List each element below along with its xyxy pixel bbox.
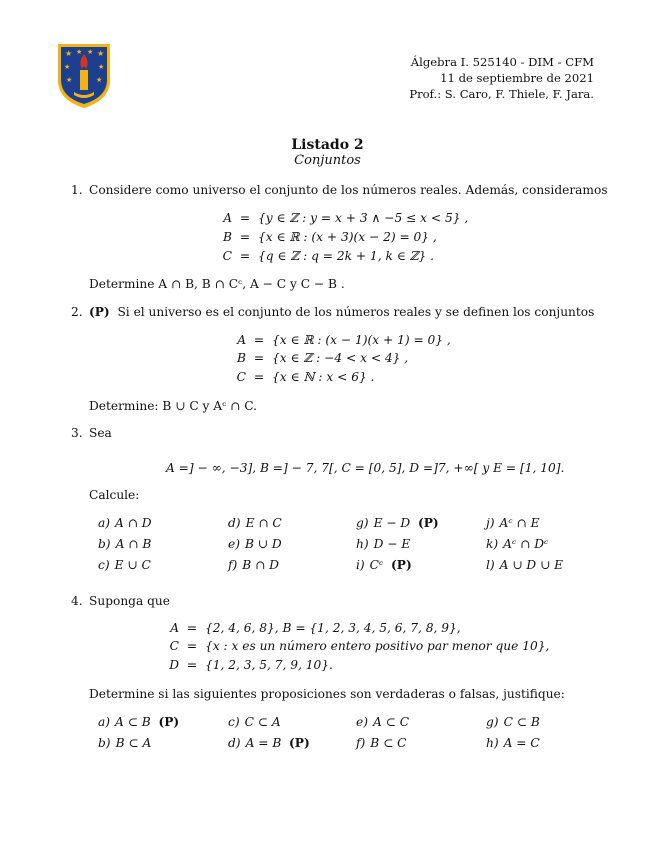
eq-rhs: {1, 2, 3, 5, 7, 9, 10}. bbox=[205, 658, 333, 672]
svg-text:★: ★ bbox=[97, 49, 105, 58]
list-item: d) E ∩ C bbox=[228, 516, 282, 530]
list-item: a) A ⊂ B (P) bbox=[98, 715, 180, 729]
course-name: Álgebra I. 525140 - DIM - CFM bbox=[410, 55, 594, 69]
p4-eq-c bbox=[165, 639, 549, 653]
list-item: e) B ∪ D bbox=[228, 537, 282, 551]
svg-text:★: ★ bbox=[98, 63, 105, 71]
p1-eq-c bbox=[218, 249, 434, 263]
list-item: h) A = C bbox=[486, 736, 540, 750]
eq-sign: = bbox=[186, 639, 198, 653]
eq-sign: = bbox=[239, 249, 251, 263]
eq-rhs: {x : x es un número entero positivo par menor que 10}, bbox=[205, 639, 550, 653]
page-subtitle: Conjuntos bbox=[294, 153, 361, 168]
p4-eq-a bbox=[165, 621, 461, 635]
p1-eq-b bbox=[218, 230, 437, 244]
list-item: e) A ⊂ C bbox=[356, 715, 410, 729]
eq-lhs: C bbox=[222, 249, 232, 263]
list-item: i) Cᶜ (P) bbox=[356, 558, 412, 572]
professors: Prof.: S. Caro, F. Thiele, F. Jara. bbox=[409, 87, 594, 101]
list-item: c) E ∪ C bbox=[98, 558, 151, 572]
eq-lhs: A bbox=[223, 211, 232, 225]
practice-tag: (P) bbox=[89, 305, 110, 319]
list-item: h) D − E bbox=[356, 537, 411, 551]
list-item: g) E − D (P) bbox=[356, 516, 439, 530]
eq-rhs: {x ∈ ℝ : (x + 3)(x − 2) = 0} , bbox=[258, 230, 437, 244]
eq-sign: = bbox=[239, 230, 251, 244]
eq-lhs: A bbox=[170, 621, 179, 635]
practice-tag: (P) bbox=[417, 516, 439, 530]
svg-text:★: ★ bbox=[66, 76, 73, 84]
problem-3-calc: Calcule: bbox=[89, 488, 140, 502]
problem-1-task: Determine A ∩ B, B ∩ Cᶜ, A − C y C − B . bbox=[89, 277, 345, 291]
course-header bbox=[409, 54, 594, 102]
practice-tag: (P) bbox=[158, 715, 180, 729]
problem-1-intro: Considere como universo el conjunto de los números reales. Además, consideramos bbox=[89, 183, 608, 197]
problem-3-definition: A =] − ∞, −3], B =] − 7, 7[, C = [0, 5], D =]7, +∞[ y E = [1, 10]. bbox=[166, 461, 565, 475]
problem-4-intro: Suponga que bbox=[89, 594, 170, 608]
eq-rhs: {q ∈ ℤ : q = 2k + 1, k ∈ ℤ} . bbox=[258, 249, 434, 263]
eq-rhs: {y ∈ ℤ : y = x + 3 ∧ −5 ≤ x < 5} , bbox=[258, 211, 469, 225]
list-item: f) B ∩ D bbox=[228, 558, 279, 572]
eq-sign: = bbox=[186, 621, 198, 635]
problem-2-number: 2. bbox=[71, 305, 83, 319]
svg-text:★: ★ bbox=[64, 63, 71, 71]
problem-1-number: 1. bbox=[71, 183, 83, 197]
problem-2-line bbox=[89, 305, 594, 319]
eq-sign: = bbox=[239, 211, 251, 225]
p1-eq-a bbox=[218, 211, 468, 225]
eq-rhs: {x ∈ ℝ : (x − 1)(x + 1) = 0} , bbox=[272, 333, 451, 347]
svg-text:★: ★ bbox=[87, 48, 94, 56]
list-item: b) B ⊂ A bbox=[98, 736, 152, 750]
eq-sign: = bbox=[186, 658, 198, 672]
p2-eq-c bbox=[232, 370, 374, 384]
list-item: k) Aᶜ ∩ Dᶜ bbox=[486, 537, 549, 551]
eq-rhs: {x ∈ ℤ : −4 < x < 4} , bbox=[272, 351, 409, 365]
svg-text:★: ★ bbox=[65, 49, 73, 58]
eq-lhs: B bbox=[237, 351, 246, 365]
eq-lhs: C bbox=[236, 370, 246, 384]
p4-eq-d bbox=[165, 658, 333, 672]
practice-tag: (P) bbox=[289, 736, 310, 750]
eq-sign: = bbox=[253, 333, 265, 347]
list-item: c) C ⊂ A bbox=[228, 715, 281, 729]
problem-2-task: Determine: B ∪ C y Aᶜ ∩ C. bbox=[89, 399, 258, 413]
list-item: f) B ⊂ C bbox=[356, 736, 407, 750]
eq-rhs: {2, 4, 6, 8}, B = {1, 2, 3, 4, 5, 6, 7, 8, 9}, bbox=[205, 621, 461, 635]
p2-eq-b bbox=[232, 351, 408, 365]
eq-lhs: D bbox=[169, 658, 179, 672]
eq-sign: = bbox=[253, 351, 265, 365]
problem-3-intro: Sea bbox=[89, 426, 112, 440]
practice-tag: (P) bbox=[391, 558, 412, 572]
eq-lhs: A bbox=[237, 333, 246, 347]
svg-text:★: ★ bbox=[76, 48, 83, 56]
list-item: g) C ⊂ B bbox=[486, 715, 540, 729]
problem-4-number: 4. bbox=[71, 594, 83, 608]
eq-lhs: B bbox=[223, 230, 232, 244]
eq-lhs: C bbox=[169, 639, 179, 653]
problem-3-number: 3. bbox=[71, 426, 83, 440]
svg-text:★: ★ bbox=[96, 76, 103, 84]
problem-4-task: Determine si las siguientes proposiciones son verdaderas o falsas, justifique: bbox=[89, 687, 565, 701]
date: 11 de septiembre de 2021 bbox=[440, 71, 594, 85]
problem-2-intro: Si el universo es el conjunto de los números reales y se definen los conjuntos bbox=[117, 305, 595, 319]
eq-rhs: {x ∈ ℕ : x < 6} . bbox=[272, 370, 375, 384]
p2-eq-a bbox=[232, 333, 451, 347]
list-item: d) A = B (P) bbox=[228, 736, 310, 750]
list-item: a) A ∩ D bbox=[98, 516, 152, 530]
list-item: l) A ∪ D ∪ E bbox=[486, 558, 564, 572]
list-item: j) Aᶜ ∩ E bbox=[486, 516, 540, 530]
page-title: Listado 2 bbox=[291, 137, 364, 153]
university-crest-logo bbox=[56, 42, 112, 110]
eq-sign: = bbox=[253, 370, 265, 384]
list-item: b) A ∩ B bbox=[98, 537, 152, 551]
